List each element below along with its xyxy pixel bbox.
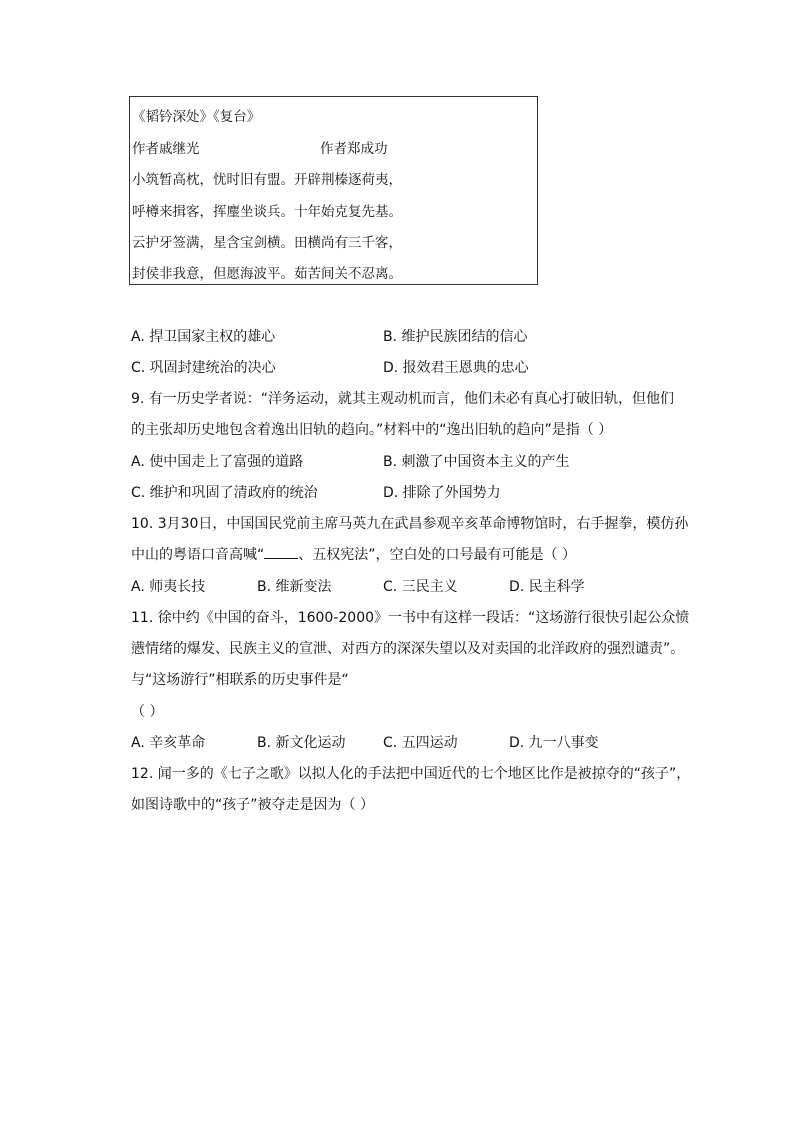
q8-option-a[interactable]: A. 捍卫国家主权的雄心 xyxy=(131,329,276,345)
poem-line: 封侯非我意，但愿海波平。茹苦间关不忍离。 xyxy=(132,266,402,282)
poem-author-right: 作者郑成功 xyxy=(320,141,388,157)
q11-stem-line1: 11. 徐中约《中国的奋斗，1600-2000》一书中有这样一段话：“这场游行很快引起公众愤 xyxy=(131,610,690,626)
q11-answer-bracket: （ ） xyxy=(131,704,164,720)
q10-option-c[interactable]: C. 三民主义 xyxy=(383,579,458,595)
q9-stem-line1: 9. 有一历史学者说：“洋务运动，就其主观动机而言，他们未必有真心打破旧轨，但他们 xyxy=(131,391,675,407)
poem-line: 呼樽来揖客，挥麈坐谈兵。十年始克复先基。 xyxy=(132,204,402,220)
poem-box xyxy=(129,96,538,285)
q11-option-c[interactable]: C. 五四运动 xyxy=(383,735,458,751)
q10-option-d[interactable]: D. 民主科学 xyxy=(509,579,585,595)
q9-stem-line2: 的主张却历史地包含着逸出旧轨的趋向。”材料中的“逸出旧轨的趋向”是指（ ） xyxy=(131,422,613,438)
q10-stem-line1: 10. 3月30日，中国国民党前主席马英九在武昌参观辛亥革命博物馆时，右手握拳，模仿孙 xyxy=(131,516,689,532)
q10-stem-line2 xyxy=(131,544,576,564)
q9-option-a[interactable]: A. 使中国走上了富强的道路 xyxy=(131,454,304,470)
q11-option-b[interactable]: B. 新文化运动 xyxy=(257,735,346,751)
poem-line: 云护牙签满，星含宝剑横。田横尚有三千客， xyxy=(132,235,402,251)
q9-option-b[interactable]: B. 刺激了中国资本主义的产生 xyxy=(383,454,570,470)
q9-option-d[interactable]: D. 排除了外国势力 xyxy=(383,485,501,501)
poem-author-left: 作者戚继光 xyxy=(132,141,200,157)
q10-option-b[interactable]: B. 维新变法 xyxy=(257,579,332,595)
poem-title: 《韬钤深处》《复台》 xyxy=(132,109,261,125)
q9-option-c[interactable]: C. 维护和巩固了清政府的统治 xyxy=(131,485,318,501)
q12-stem-line2: 如图诗歌中的“孩子”被夺走是因为（ ） xyxy=(131,797,374,813)
q10-option-a[interactable]: A. 师夷长技 xyxy=(131,579,206,595)
q8-option-d[interactable]: D. 报效君王恩典的忠心 xyxy=(383,360,529,376)
q11-stem-line3: 与“这场游行”相联系的历史事件是“ xyxy=(131,672,349,688)
q10-stem-line2-pre: 中山的粤语口音高喊“ xyxy=(131,547,265,563)
q10-stem-line2-post: 、五权宪法”，空白处的口号最有可能是（ ） xyxy=(298,547,576,563)
q11-option-d[interactable]: D. 九一八事变 xyxy=(509,735,599,751)
q8-option-c[interactable]: C. 巩固封建统治的决心 xyxy=(131,360,276,376)
poem-line: 小筑暂高枕，忧时旧有盟。开辟荆榛逐荷夷， xyxy=(132,172,402,188)
q11-option-a[interactable]: A. 辛亥革命 xyxy=(131,735,206,751)
q11-stem-line2: 懑情绪的爆发、民族主义的宣泄、对西方的深深失望以及对卖国的北洋政府的强烈谴责”。 xyxy=(131,641,685,657)
q8-option-b[interactable]: B. 维护民族团结的信心 xyxy=(383,329,528,345)
q10-blank xyxy=(264,546,298,559)
q12-stem-line1: 12. 闻一多的《七子之歌》以拟人化的手法把中国近代的七个地区比作是被掠夺的“孩子”， xyxy=(131,766,691,782)
